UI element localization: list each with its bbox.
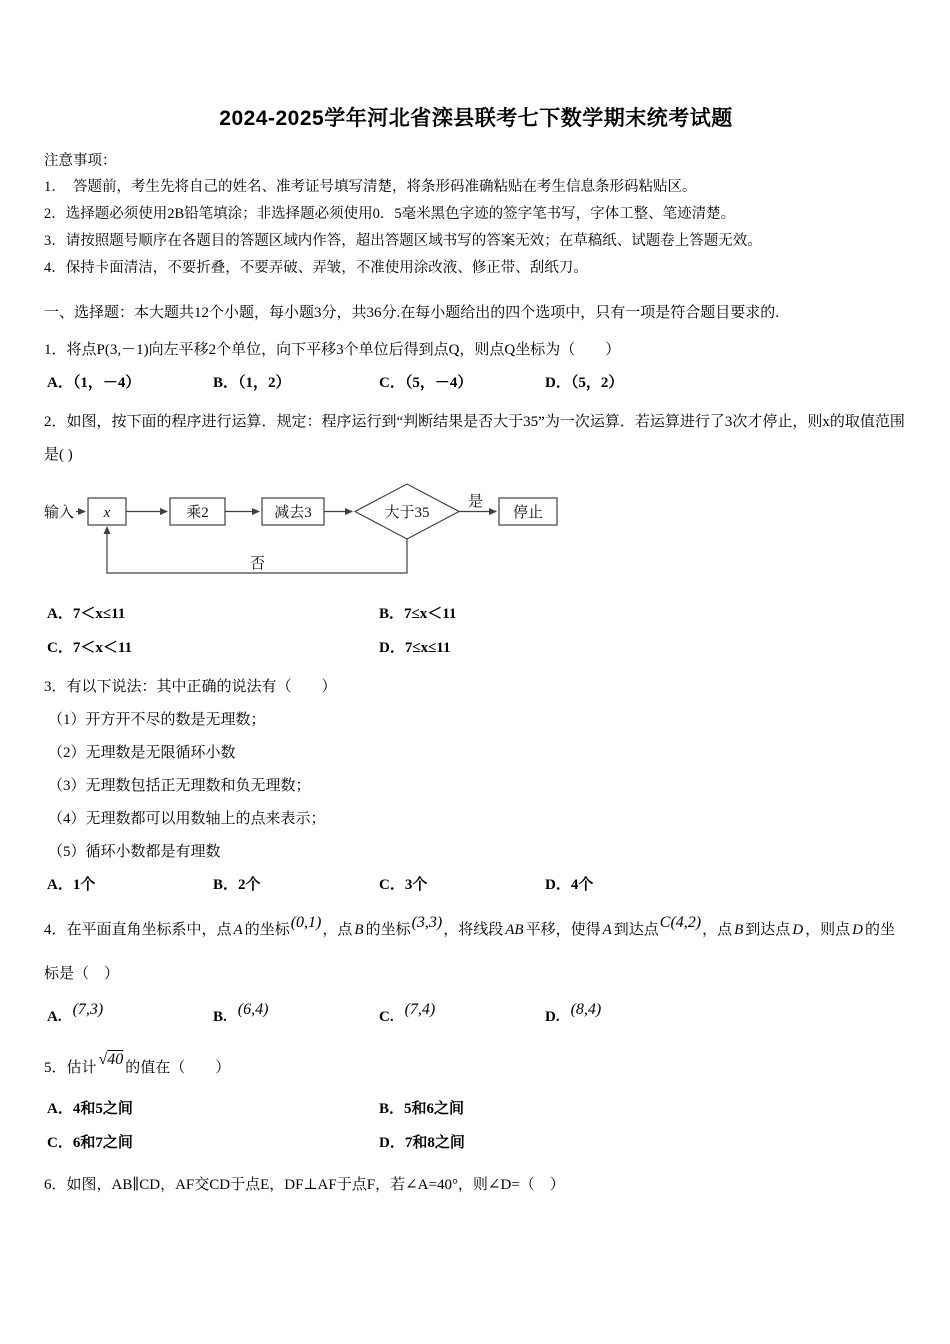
text-run: 到达点 (745, 922, 791, 938)
question-2 (44, 406, 908, 665)
math-coordinate: (6,4) (237, 1001, 269, 1018)
math-var-D: D (852, 922, 864, 938)
math-coordinate: (7,3) (72, 1001, 104, 1018)
question-5-text (44, 1044, 908, 1092)
flowchart-label-yes: 是 (468, 494, 484, 510)
statement-1: （1）开方开不尽的数是无理数； (48, 712, 266, 728)
text-run: 的值在（ ） (125, 1060, 231, 1076)
notice-item: 1． 答题前，考生先将自己的姓名、准考证号填写清楚，将条形码准确粘贴在考生信息条形码粘贴区。 (44, 179, 697, 195)
question-1-options (44, 367, 908, 400)
option-d: D．4个 (545, 877, 594, 893)
math-var-A: A (602, 922, 612, 938)
question-1-text: 1．将点P(3,－1)向左平移2个单位，向下平移3个单位后得到点Q，则点Q坐标为（ ） (44, 342, 621, 358)
option-c: C．3个 (379, 877, 428, 893)
option-c: C．6和7之间 (47, 1135, 133, 1151)
statement-4: （4）无理数都可以用数轴上的点来表示； (48, 811, 326, 827)
option-a (47, 996, 213, 1038)
text-run: 的坐标是（ ） (44, 922, 896, 982)
option-d: D．（5，2） (545, 375, 624, 391)
option-a: A．7＜x≤11 (47, 606, 126, 622)
option-b: B．（1，2） (213, 375, 291, 391)
option-c: C．（5，－4） (379, 375, 473, 391)
statement-5: （5）循环小数都是有理数 (48, 844, 221, 860)
math-var-D: D (792, 922, 804, 938)
text-run: ，将线段 (443, 922, 504, 938)
option-d (545, 996, 711, 1038)
flowchart-label-no: 否 (250, 556, 266, 572)
question-5 (44, 1044, 908, 1160)
math-coordinate: (7,4) (404, 1001, 436, 1018)
question-5-options-row1 (44, 1092, 908, 1126)
option-label: A. (47, 1009, 62, 1025)
flowchart-label-multiply2: 乘2 (186, 505, 209, 521)
text-run: 到达点 (613, 922, 659, 938)
radical-sign: √ (98, 1051, 108, 1068)
text-run: 5．估计 (44, 1060, 97, 1076)
option-a: A．4和5之间 (47, 1101, 133, 1117)
text-run: ，则点 (805, 922, 851, 938)
option-b (213, 996, 379, 1038)
statement-2: （2）无理数是无限循环小数 (48, 745, 236, 761)
question-5-options-row2 (44, 1127, 908, 1160)
question-2-options-row2 (44, 632, 908, 665)
text-run: ，点 (322, 922, 353, 938)
radicand: 40 (107, 1051, 124, 1068)
text-run: 平移，使得 (525, 922, 601, 938)
option-c: C．7＜x＜11 (47, 640, 133, 656)
flowchart-label-stop: 停止 (512, 505, 544, 521)
option-d: D．7和8之间 (379, 1135, 465, 1151)
flowchart-q2 (44, 480, 564, 580)
math-var-B: B (734, 922, 744, 938)
flowchart-figure (44, 480, 908, 585)
math-coordinate: C(4,2) (659, 914, 702, 931)
option-label: C. (379, 1009, 394, 1025)
question-3-text: 3．有以下说法：其中正确的说法有（ ） (44, 679, 337, 695)
question-2-options-row1 (44, 597, 908, 631)
page-title: 2024-2025学年河北省滦县联考七下数学期末统考试题 (219, 107, 733, 130)
option-b: B．5和6之间 (379, 1101, 465, 1117)
question-4 (44, 908, 908, 1038)
question-3 (44, 671, 908, 902)
flowchart-label-subtract3: 减去3 (274, 505, 312, 521)
option-b: B．7≤x＜11 (379, 606, 457, 622)
question-4-text (44, 908, 908, 996)
option-d: D．7≤x≤11 (379, 640, 451, 656)
flowchart-label-x: x (103, 505, 111, 521)
option-label: B. (213, 1009, 227, 1025)
statement-3: （3）无理数包括正无理数和负无理数； (48, 778, 311, 794)
notice-heading: 注意事项： (44, 153, 117, 169)
option-a: A．（1，－4） (47, 375, 141, 391)
option-a: A．1个 (47, 877, 96, 893)
question-4-options (44, 996, 908, 1038)
math-var-B: B (354, 922, 364, 938)
flowchart-label-input: 输入 (44, 505, 75, 521)
math-sqrt (97, 1051, 126, 1068)
section1-heading: 一、选择题：本大题共12个小题，每小题3分，共36分.在每小题给出的四个选项中，只有一项是符合题目要求的. (44, 305, 780, 321)
notice-item: 2．选择题必须使用2B铅笔填涂；非选择题必须使用0．5毫米黑色字迹的签字笔书写，字体工整、笔迹清楚。 (44, 206, 736, 222)
text-run: 的坐标 (365, 922, 411, 938)
notice-item: 4．保持卡面清洁，不要折叠，不要弄破、弄皱，不准使用涂改液、修正带、刮纸刀。 (44, 260, 588, 276)
notice-item: 3．请按照题号顺序在各题目的答题区域内作答，超出答题区域书写的答案无效；在草稿纸、试题卷上答题无效。 (44, 233, 762, 249)
math-coordinate: (3,3) (411, 914, 443, 931)
math-var-A: A (233, 922, 243, 938)
math-coordinate: (0,1) (290, 914, 322, 931)
question-6 (44, 1168, 908, 1202)
flowchart-label-condition: 大于35 (384, 505, 430, 521)
question-3-options (44, 869, 908, 902)
option-b: B．2个 (213, 877, 261, 893)
text-run: ，点 (702, 922, 733, 938)
option-label: D. (545, 1009, 560, 1025)
math-var-AB: AB (505, 922, 524, 938)
notice-section (44, 148, 908, 282)
question-2-text: 2．如图，按下面的程序进行运算．规定：程序运行到“判断结果是否大于35”为一次运算．若运算进行了3次才停止，则x的取值范围是( ) (44, 414, 905, 463)
text-run: 4． (44, 922, 67, 938)
text-run: 在平面直角坐标系中，点 (66, 922, 232, 938)
math-coordinate: (8,4) (570, 1001, 602, 1018)
question-1 (44, 334, 908, 400)
option-c (379, 996, 545, 1038)
text-run: 的坐标 (244, 922, 290, 938)
question-6-text: 6．如图，AB∥CD，AF交CD于点E，DF⊥AF于点F，若∠A=40°，则∠D=（ ） (44, 1177, 565, 1193)
